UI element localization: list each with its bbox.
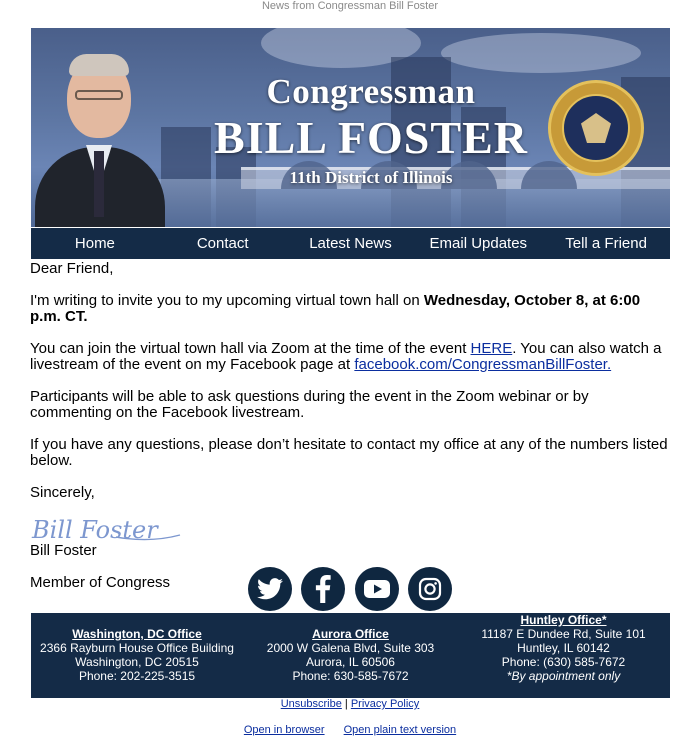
house-seal-logo: [548, 80, 644, 176]
zoom-link[interactable]: HERE: [470, 340, 513, 357]
office-aurora-address-2: Aurora, IL 60506: [306, 655, 395, 669]
office-dc-address-2: Washington, DC 20515: [75, 655, 199, 669]
banner-title: [181, 72, 561, 190]
office-huntley-phone: Phone: (630) 585-7672: [501, 655, 626, 669]
join-text-a: You can join the virtual town hall via Zoom at the time of the event: [30, 340, 471, 357]
signer-role: Member of Congress: [30, 574, 171, 591]
office-aurora-link[interactable]: Aurora Office: [312, 627, 389, 641]
banner-title-small: Congressman: [266, 72, 476, 111]
twitter-button[interactable]: [248, 567, 292, 611]
closing: Sincerely,: [30, 484, 95, 501]
nav-item-latest-news[interactable]: Latest News: [309, 235, 392, 252]
portrait-glasses: [75, 90, 123, 100]
office-huntley-link[interactable]: Huntley Office*: [520, 613, 607, 627]
link-separator: |: [344, 698, 348, 710]
office-huntley-note: *By appointment only: [506, 669, 621, 683]
facebook-button[interactable]: [301, 567, 345, 611]
signature-graphic: [30, 517, 190, 543]
instagram-icon: [418, 577, 442, 601]
join-paragraph: [30, 341, 670, 373]
office-footer: [31, 613, 670, 698]
seal-inner: [562, 94, 630, 162]
portrait-tie: [94, 151, 104, 217]
header-banner: [31, 28, 670, 227]
questions-paragraph: Participants will be able to ask questions during the event in the Zoom webinar or by commenting on the Facebook livestream.: [30, 388, 589, 421]
open-plain-text-link[interactable]: Open plain text version: [343, 724, 457, 736]
office-huntley-address-1: 11187 E Dundee Rd, Suite 101: [481, 627, 646, 641]
facebook-icon: [312, 575, 334, 603]
preheader-text: News from Congressman Bill Foster: [261, 0, 439, 12]
facebook-link[interactable]: facebook.com/CongressmanBillFoster.: [354, 356, 612, 373]
footer-links-row: [0, 698, 700, 710]
nav-item-home[interactable]: Home: [74, 235, 115, 252]
office-aurora: [244, 627, 457, 683]
letter-body: [30, 261, 670, 607]
invite-paragraph: [30, 293, 670, 325]
contact-paragraph: If you have any questions, please don’t hesitate to contact my office at any of the numbers listed below.: [30, 436, 668, 469]
greeting: Dear Friend,: [30, 260, 114, 277]
nav-item-tell-a-friend[interactable]: Tell a Friend: [565, 235, 647, 252]
nav-bar: [31, 228, 670, 259]
youtube-icon: [364, 579, 390, 599]
banner-title-name: BILL FOSTER: [214, 112, 528, 163]
office-huntley-address-2: Huntley, IL 60142: [517, 641, 610, 655]
office-aurora-phone: Phone: 630-585-7672: [292, 669, 409, 683]
nav-item-email-updates[interactable]: Email Updates: [429, 235, 528, 252]
event-datetime: Wednesday, October 8, at 6:00 p.m. CT.: [30, 292, 641, 325]
banner-cloud: [441, 33, 641, 73]
office-aurora-address-1: 2000 W Galena Blvd, Suite 303: [266, 641, 435, 655]
eagle-icon: [581, 113, 611, 143]
office-dc-phone: Phone: 202-225-3515: [78, 669, 196, 683]
office-dc: [31, 627, 243, 683]
banner-district: 11th District of Illinois: [289, 168, 453, 187]
office-dc-link[interactable]: Washington, DC Office: [72, 627, 202, 641]
twitter-icon: [257, 578, 283, 600]
invite-text: I'm writing to invite you to my upcoming virtual town hall on: [30, 292, 424, 309]
view-options-row: [0, 724, 700, 736]
instagram-button[interactable]: [408, 567, 452, 611]
signature: [30, 517, 190, 543]
office-huntley: [457, 613, 670, 683]
signature-script: Bill Foster: [32, 517, 158, 543]
open-in-browser-link[interactable]: Open in browser: [243, 724, 325, 736]
social-links: [248, 567, 452, 611]
unsubscribe-link[interactable]: Unsubscribe: [280, 698, 342, 710]
signer-name: Bill Foster: [30, 542, 97, 559]
office-dc-address-1: 2366 Rayburn House Office Building: [40, 641, 234, 655]
youtube-button[interactable]: [355, 567, 399, 611]
join-text-b: . You can also watch a livestream of the event on my Facebook page at: [30, 340, 662, 373]
congressman-portrait: [31, 38, 171, 227]
nav-item-contact[interactable]: Contact: [196, 235, 249, 252]
portrait-hair: [69, 54, 129, 76]
privacy-policy-link[interactable]: Privacy Policy: [350, 698, 420, 710]
